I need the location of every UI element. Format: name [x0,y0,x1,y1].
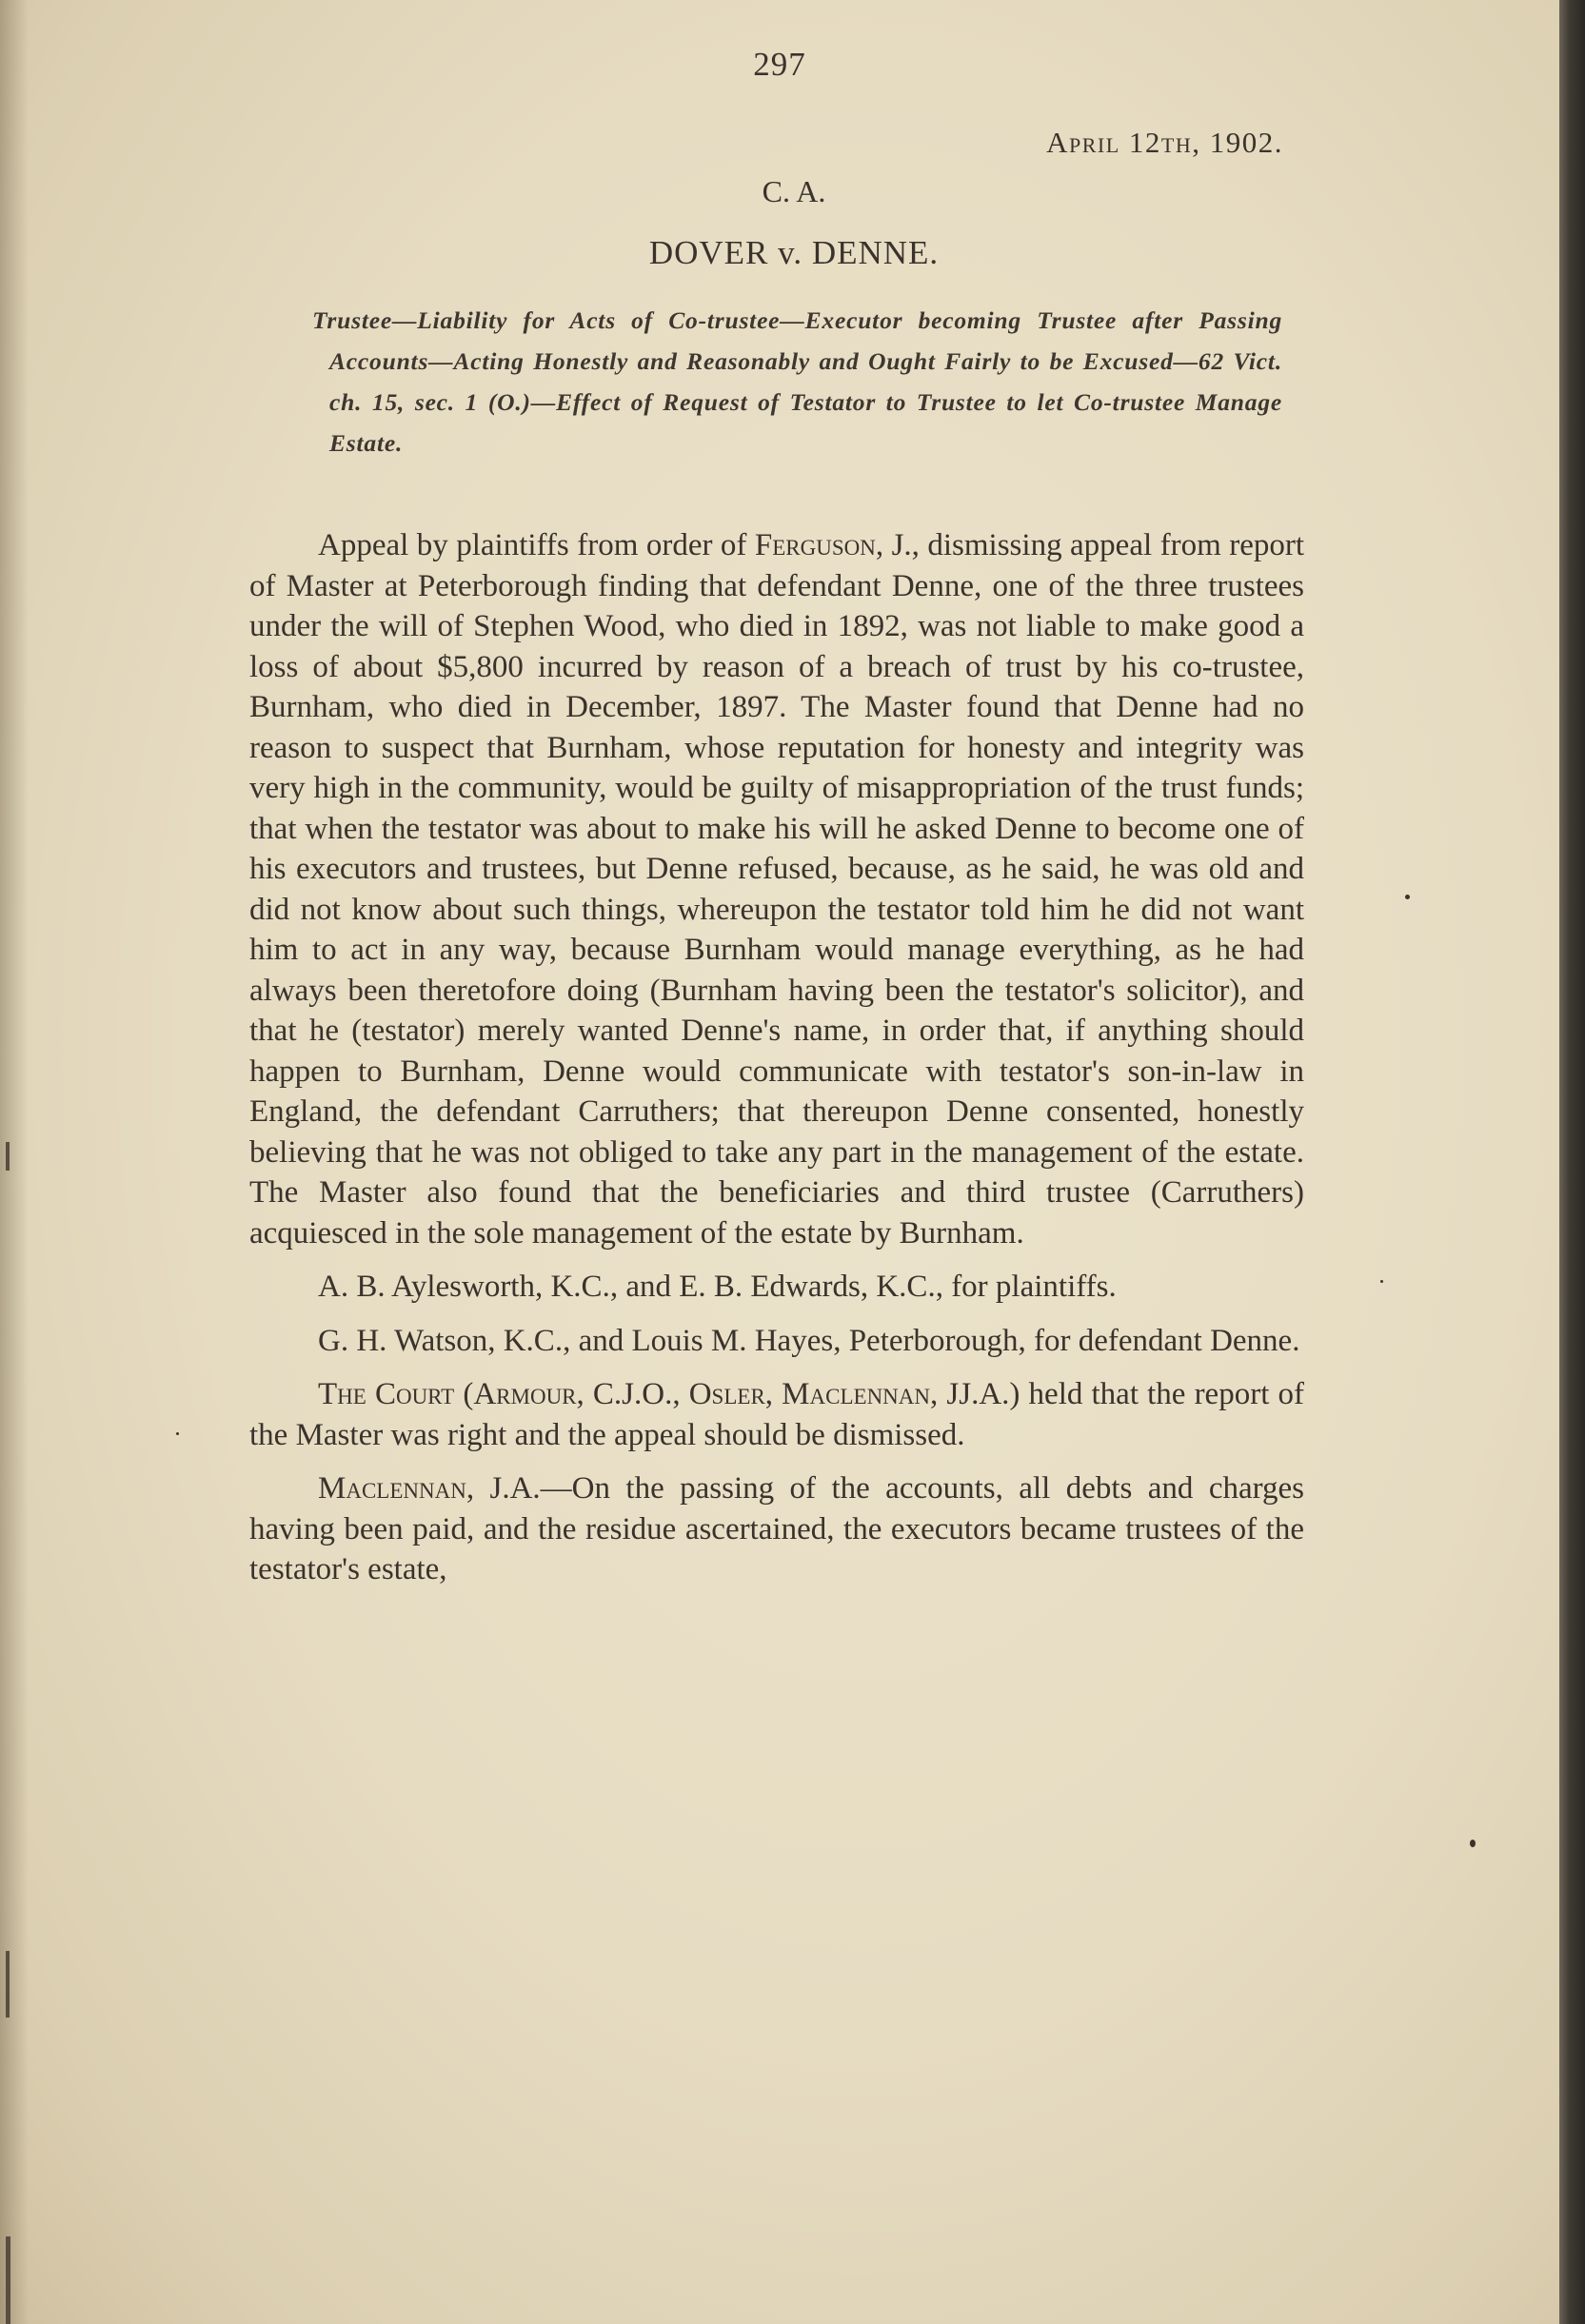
ink-speck [176,1432,179,1435]
headnote: Trustee—Liability for Acts of Co-trustee—Executor becoming Trustee after Passing Accounts—Acting Honestly and Reasonably and Ought Fairly to be Excused—62 Vict. ch. 15, sec. 1 (O.)—Effect of Request of Testator to Trustee to let Co-trustee Manage Estate. [312,306,1282,457]
ink-speck [1380,1280,1383,1283]
ink-speck [1470,1840,1476,1847]
edge-mark [6,1951,10,2018]
book-edge-shadow [1559,0,1585,2324]
paragraph-appeal-summary [249,525,1304,1253]
judge-name: Maclennan [318,1471,466,1506]
opinion-body [249,525,1304,1590]
page-number: 297 [753,46,806,83]
court-label: The Court [318,1377,455,1411]
paragraph-text: , J.A.—On the passing of the accounts, all debts and charges having been paid, and the residue ascertained, the executors became trustees of the testator's estate, [249,1471,1304,1586]
paragraph-text: , J., dismissing appeal from report of Master at Peterborough finding that defendant Denne, one of the three trustees under the will of Stephen Wood, who died in 1892, was not liable to make good a loss of about $5,800 incurred by reason of a breach of trust by his co-trustee, Burnham, who died in December, 1897. The Master found that Denne had no reason to suspect that Burnham, whose reputation for honesty and integrity was very high in the community, would be guilty of misappropriation of the trust funds; that when the testator was about to make his will he asked Denne to become one of his executors and trustees, but Denne refused, because, as he said, he was old and did not know about such things, whereupon the testator told him he did not want him to act in any way, because Burnham would manage everything, as he had always been theretofore doing (Burnham having been the testator's solicitor), and that he (testator) merely wanted Denne's name, in order that, if anything should happen to Burnham, Denne would communicate with testator's son-in-law in England, the defendant Carruthers; that thereupon Denne consented, honestly believing that he was not obliged to take any part in the management of the estate. The Master also found that the beneficiaries and third trustee (Carruthers) acquiesced in the sole management of the estate by Burnham. [249,528,1305,1251]
decision-date: April 12th, 1902. [1046,126,1283,159]
paragraph-text: held that the report of the Master was right and the appeal should be dismissed. [249,1377,1304,1452]
paragraph-counsel-defendant: G. H. Watson, K.C., and Louis M. Hayes, Peterborough, for defendant Denne. [318,1323,1300,1358]
paragraph-court-holding [249,1374,1304,1455]
case-title: DOVER v. DENNE. [648,234,940,271]
edge-mark [6,1142,10,1171]
court-abbreviation: C. A. [762,174,826,208]
paragraph-judgment [249,1468,1304,1590]
panel-judges: (Armour, C.J.O., Osler, Maclennan, JJ.A.) [463,1377,1020,1411]
paragraph-text: Appeal by plaintiffs from order of [318,528,755,562]
page-gutter-shadow [0,0,29,2324]
edge-mark [6,2236,10,2324]
paragraph-counsel-plaintiffs: A. B. Aylesworth, K.C., and E. B. Edwards, K.C., for plaintiffs. [318,1270,1117,1304]
judge-name: Ferguson [754,528,876,562]
ink-speck [1405,895,1410,899]
